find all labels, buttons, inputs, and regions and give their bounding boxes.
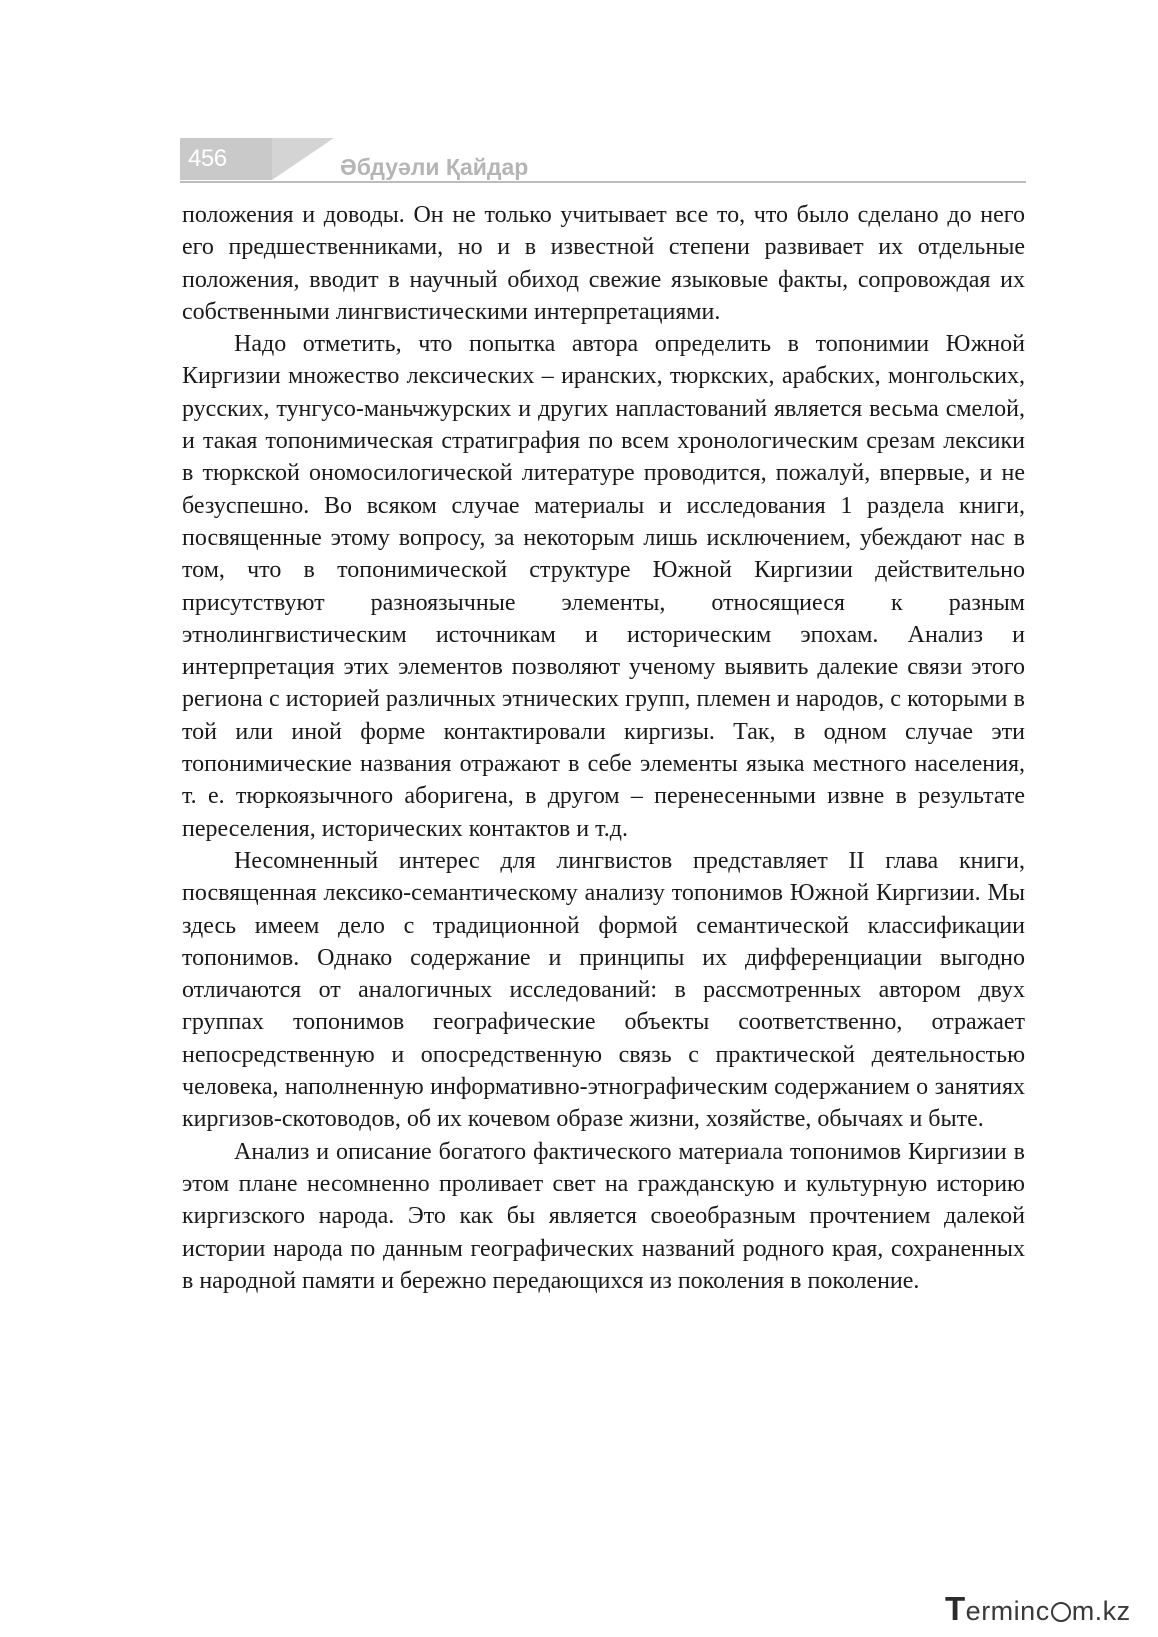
paragraph-1: положения и доводы. Он не только учитывает все то, что было сделано до него его предшественниками, но и в известной степени развивает их отдельные положения, вводит в научный обиход свежие языковые факты, сопровождая их собственными лингвистическими интерпретациями.: [182, 202, 1025, 325]
logo-letter-t: T: [945, 1590, 966, 1627]
paragraph-2: Надо отметить, что попытка автора определить в топонимии Южной Киргизии множество лексических – иранских, тюркских, арабских, монгольских, русских, тунгусо-маньчжурских и других напластований является весьма смелой, и такая топонимическая стратиграфия по всем хронологическим срезам лексики в тюркской ономосилогической литературе проводится, пожалуй, впервые, и не безуспешно. Во всяком случае материалы и исследования 1 раздела книги, посвященные этому вопросу, за некоторым лишь исключением, убеждают нас в том, что в топонимической структуре Южной Киргизии действительно присутствуют разноязычные элементы, относящиеся к разным этнолингвистическим источникам и историческим эпохам. Анализ и интерпретация этих элементов позволяют ученому выявить далекие связи этого региона с историей различных этнических групп, племен и народов, с которыми в той или иной форме контактировали киргизы. Так, в одном случае эти топонимические названия отражают в себе элементы языка местного населения, т. е. тюркоязычного аборигена, в другом – перенесенными извне в результате переселения, исторических контактов и т.д.: [182, 331, 1025, 842]
paragraph-3: Несомненный интерес для лингвистов представляет II глава книги, посвященная лексико-семантическому анализу топонимов Южной Киргизии. Мы здесь имеем дело с традиционной формой семантической классификации топонимов. Однако содержание и принципы их дифференциации выгодно отличаются от аналогичных исследований: в рассмотренных автором двух группах топонимов географические объекты соответственно, отражает непосредственную и опосредственную связь с практической деятельностью человека, наполненную информативно-этнографическим содержанием о занятиях киргизов-скотоводов, об их кочевом образе жизни, хозяйстве, обычаях и быте.: [182, 847, 1025, 1133]
page-number-tab: [180, 138, 272, 180]
running-head-author: Әбдуәли Қайдар: [340, 154, 529, 180]
header-rule: [180, 181, 1026, 183]
logo-text-ermin: ermin: [965, 1596, 1036, 1626]
page-number: 456: [188, 145, 227, 172]
magnifier-icon: [1051, 1602, 1071, 1622]
logo-letter-c: c: [1035, 1596, 1050, 1626]
page-number-tab-wedge: [272, 138, 334, 180]
body-text: [182, 199, 1025, 1297]
page-header: [180, 138, 1026, 190]
watermark-logo: [945, 1590, 1131, 1627]
logo-text-mkz: m.kz: [1071, 1596, 1131, 1626]
paragraph-4: Анализ и описание богатого фактического материала топонимов Киргизии в этом плане несомненно проливает свет на гражданскую и культурную историю киргизского народа. Это как бы является своеобразным прочтением далекой истории народа по данным географических названий родного края, сохраненных в народной памяти и бережно передающихся из поколения в поколение.: [182, 1138, 1025, 1294]
